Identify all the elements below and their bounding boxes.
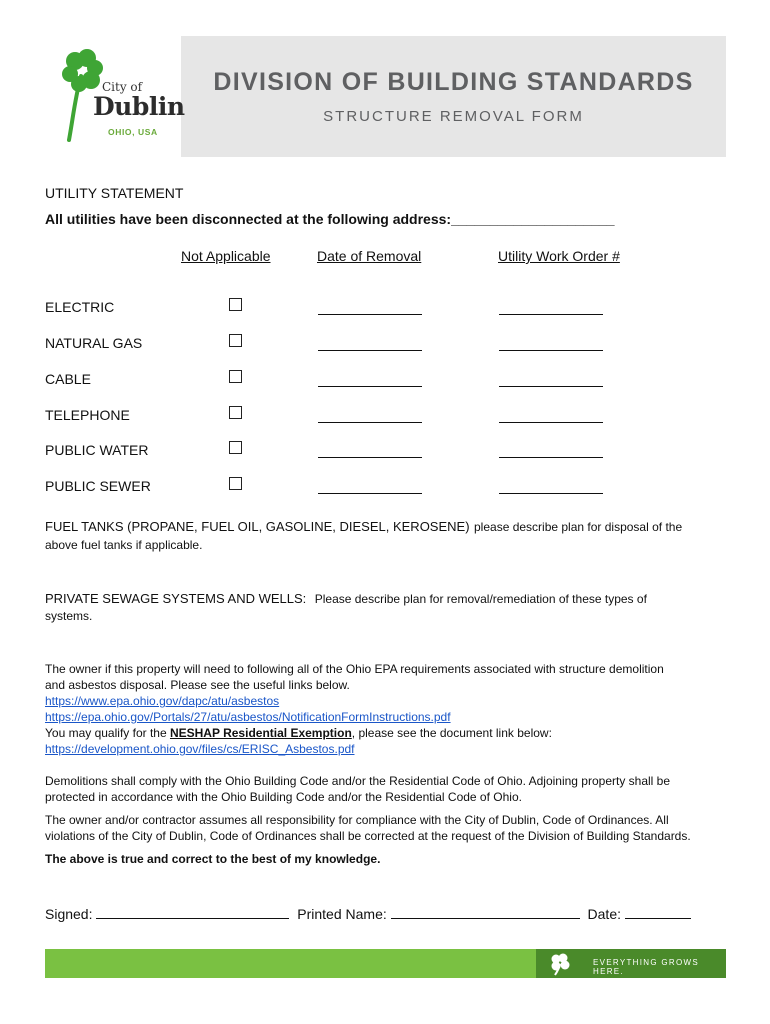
sewage-section [45,590,647,608]
telephone-order-line[interactable] [499,422,603,423]
electric-checkbox[interactable] [229,298,242,311]
signature-row [45,904,691,922]
public-sewer-date-line[interactable] [318,493,422,494]
sewage-text: Please describe plan for removal/remediation of these types of [314,592,647,606]
electric-order-line[interactable] [499,314,603,315]
logo-dublin: Dublin [93,92,185,121]
cable-date-line[interactable] [318,386,422,387]
certification-statement: The above is true and correct to the best of my knowledge. [45,852,381,866]
owner-line-1: The owner and/or contractor assumes all responsibility for compliance with the City of Dublin, Code of Ordinances. All [45,813,669,827]
public-water-date-line[interactable] [318,457,422,458]
demolition-paragraph [45,773,725,805]
neshap-exemption: NESHAP Residential Exemption [169,726,352,740]
epa-paragraph [45,661,725,757]
neshap-post: , please see the document link below: [351,726,552,740]
epa-asbestos-link[interactable]: https://www.epa.ohio.gov/dapc/atu/asbestos [45,694,280,708]
signed-field[interactable] [96,904,289,919]
natural-gas-checkbox[interactable] [229,334,242,347]
date-field[interactable] [625,904,691,919]
public-water-checkbox[interactable] [229,441,242,454]
epa-line-1: The owner if this property will need to following all of the Ohio EPA requirements associated with structure demolition [45,662,664,676]
natural-gas-date-line[interactable] [318,350,422,351]
page-subtitle: STRUCTURE REMOVAL FORM [323,108,584,125]
page-title: DIVISION OF BUILDING STANDARDS [213,68,694,96]
owner-line-2: violations of the City of Dublin, Code of Ordinances shall be corrected at the request of the Division of Building Standards. [45,829,691,843]
sewage-text-2: systems. [45,609,93,623]
neshap-line [45,725,725,741]
owner-paragraph [45,812,725,844]
row-label-public-water: PUBLIC WATER [45,442,149,458]
public-sewer-checkbox[interactable] [229,477,242,490]
footer-bar [45,949,726,978]
sewage-heading: PRIVATE SEWAGE SYSTEMS AND WELLS: [45,591,307,606]
shamrock-icon [548,952,574,976]
col-date-of-removal: Date of Removal [317,248,422,264]
logo-ohio: OHIO, USA [108,127,158,137]
date-label: Date: [587,906,621,922]
epa-line-2: and asbestos disposal. Please see the useful links below. [45,678,350,692]
address-prompt-text: All utilities have been disconnected at the following address: [45,211,452,227]
footer-brand-block [536,949,726,978]
row-label-natural-gas: NATURAL GAS [45,335,143,351]
col-work-order: Utility Work Order # [498,248,620,264]
col-not-applicable: Not Applicable [181,248,271,264]
telephone-checkbox[interactable] [229,406,242,419]
logo-city-of: City of [102,80,143,94]
public-sewer-order-line[interactable] [499,493,603,494]
demolition-line-2: protected in accordance with the Ohio Building Code and/or the Residential Code of Ohio. [45,790,522,804]
footer-tagline: EVERYTHING GROWS HERE. [593,958,699,976]
utility-heading: UTILITY STATEMENT [45,185,184,201]
city-logo [45,36,185,157]
erisc-asbestos-link[interactable]: https://development.ohio.gov/files/cs/ERISC_Asbestos.pdf [45,742,355,756]
printed-name-field[interactable] [391,904,580,919]
electric-date-line[interactable] [318,314,422,315]
row-label-electric: ELECTRIC [45,299,115,315]
natural-gas-order-line[interactable] [499,350,603,351]
row-label-public-sewer: PUBLIC SEWER [45,478,151,494]
signed-label: Signed: [45,906,93,922]
telephone-date-line[interactable] [318,422,422,423]
printed-name-label: Printed Name: [297,906,387,922]
cable-order-line[interactable] [499,386,603,387]
fuel-tanks-text-2: above fuel tanks if applicable. [45,538,203,552]
address-blank[interactable]: _____________________ [451,211,615,227]
row-label-telephone: TELEPHONE [45,407,130,423]
address-prompt [45,211,615,227]
public-water-order-line[interactable] [499,457,603,458]
demolition-line-1: Demolitions shall comply with the Ohio Building Code and/or the Residential Code of Ohio. Adjoining property shall be [45,774,671,788]
cable-checkbox[interactable] [229,370,242,383]
neshap-pre: You may qualify for the [45,726,170,740]
epa-notification-link[interactable]: https://epa.ohio.gov/Portals/27/atu/asbestos/NotificationFormInstructions.pdf [45,710,451,724]
fuel-tanks-text: please describe plan for disposal of the [474,520,683,534]
row-label-cable: CABLE [45,371,91,387]
fuel-tanks-heading: FUEL TANKS (PROPANE, FUEL OIL, GASOLINE, DIESEL, KEROSENE) [45,519,470,534]
form-header [45,36,726,157]
fuel-tanks-section [45,518,735,536]
